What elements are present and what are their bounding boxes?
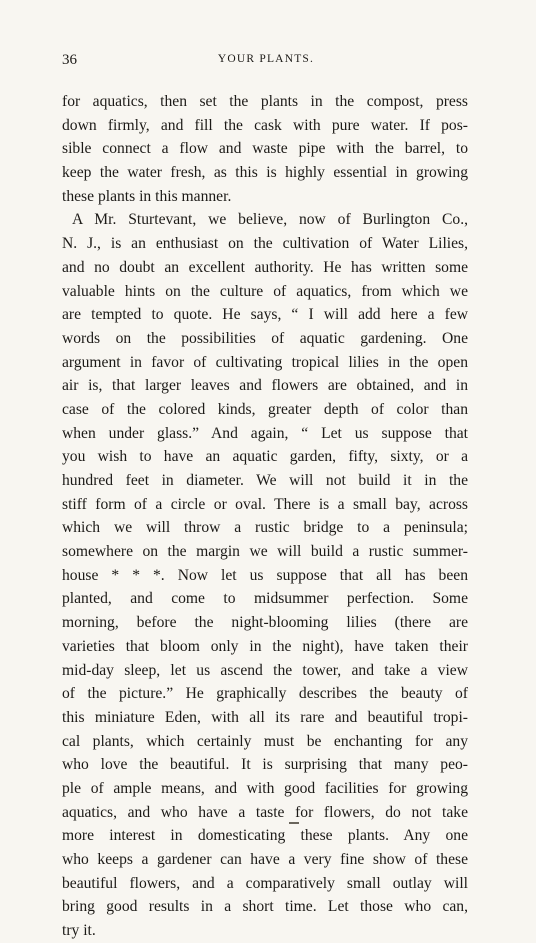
text-line: argument in favor of cultivating tropical lilies in the open [62, 353, 468, 371]
text-line: down firmly, and fill the cask with pure water. If pos- [62, 116, 468, 134]
text-line: try it. [62, 922, 96, 940]
text-line: words on the possibilities of aquatic gardening. One [62, 329, 468, 347]
text-line: bring good results in a short time. Let those who can, [62, 898, 468, 916]
footer-ornament [289, 822, 299, 824]
text-line: for aquatics, then set the plants in the compost, press [62, 93, 468, 110]
page-number: 36 [62, 52, 77, 68]
text-line: more interest in domesticating these plants. Any one [62, 827, 468, 845]
text-line: when under glass.” And again, “ Let us suppose that [62, 424, 468, 442]
text-line: this miniature Eden, with all its rare and beautiful tropi- [62, 708, 468, 726]
text-line: who keeps a gardener can have a very fine show of these [62, 851, 468, 868]
text-line: house * * *. Now let us suppose that all has been [62, 566, 468, 584]
text-line: varieties that bloom only in the night), have taken their [62, 637, 468, 655]
text-line: planted, and come to midsummer perfection. Some [62, 590, 468, 608]
text-line: are tempted to quote. He says, “ I will add here a few [62, 306, 468, 324]
body-text [62, 90, 468, 943]
text-line: aquatics, and who have a taste for flowers, do not take [62, 803, 468, 821]
text-line: of the picture.” He graphically describes the beauty of [62, 685, 468, 703]
text-line: somewhere on the margin we will build a rustic summer- [62, 543, 468, 561]
text-line: which we will throw a rustic bridge to a peninsula; [62, 519, 468, 537]
text-line: stiff form of a circle or oval. There is a small bay, across [62, 495, 468, 513]
text-line: who love the beautiful. It is surprising that many peo- [62, 756, 468, 774]
text-line: hundred feet in diameter. We will not build it in the [62, 472, 468, 489]
text-line: mid-day sleep, let us ascend the tower, and take a view [62, 661, 468, 679]
text-line: these plants in this manner. [62, 187, 232, 205]
text-line: N. J., is an enthusiast on the cultivation of Water Lilies, [62, 235, 468, 253]
text-line: keep the water fresh, as this is highly essential in growing [62, 164, 468, 182]
text-line: ple of ample means, and with good facilities for growing [62, 779, 468, 797]
text-line: case of the colored kinds, greater depth of color than [62, 400, 468, 418]
text-line: air is, that larger leaves and flowers are obtained, and in [62, 377, 468, 395]
text-line: morning, before the night-blooming lilies (there are [62, 614, 468, 632]
text-line: valuable hints on the culture of aquatics, from which we [62, 282, 468, 300]
text-line: sible connect a flow and waste pipe with the barrel, to [62, 140, 468, 158]
page-header [62, 52, 470, 74]
text-line: and no doubt an excellent authority. He has written some [62, 258, 468, 276]
paragraph-start-line: A Mr. Sturtevant, we believe, now of Burlington Co., [72, 211, 468, 229]
text-line: cal plants, which certainly must be enchanting for any [62, 732, 468, 750]
text-line: you wish to have an aquatic garden, fifty, sixty, or a [62, 448, 468, 466]
running-head: YOUR PLANTS. [217, 53, 315, 65]
text-line: beautiful flowers, and a comparatively small outlay will [62, 874, 468, 892]
